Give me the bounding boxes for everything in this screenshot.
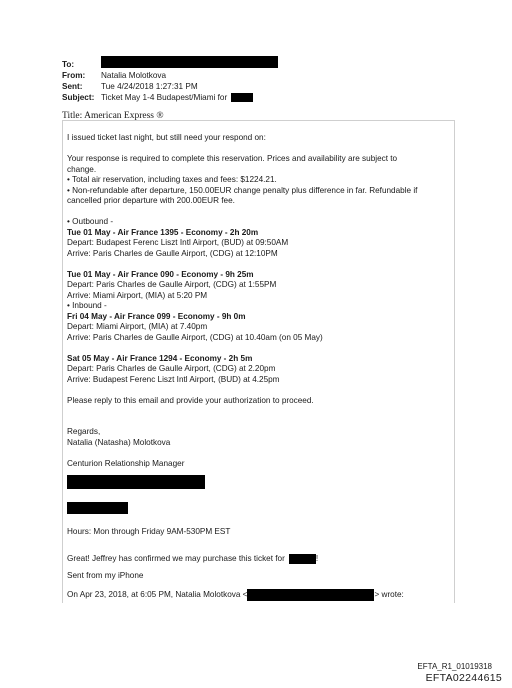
sent-from: Sent from my iPhone [67,570,144,580]
regards: Regards, [67,427,101,436]
subject-label: Subject: [62,93,95,102]
signature-role: Centurion Relationship Manager [67,458,185,468]
signature-name: Natalia (Natasha) Molotkova [67,437,171,447]
email-header [62,59,278,103]
outbound-label: • Outbound - [67,217,114,226]
intro-line: I issued ticket last night, but still need your respond on: [67,133,266,142]
redaction-contact-2 [67,502,128,514]
office-hours: Hours: Mon through Friday 9AM-530PM EST [67,527,231,536]
sent-row [62,81,278,92]
from-label: From: [62,71,86,80]
flight-1-depart: Depart: Budapest Ferenc Liszt Intl Airport, (BUD) at 09:50AM [67,238,289,247]
flight-4-depart: Depart: Paris Charles de Gaulle Airport, (CDG) at 2.20pm [67,364,276,373]
document-title: Title: American Express ® [62,111,164,121]
reply-great-text: Great! Jeffrey has confirmed we may purchase this ticket for [67,554,285,563]
flight-2-depart: Depart: Paris Charles de Gaulle Airport, (CDG) at 1:55PM [67,280,277,289]
redaction-great [289,554,319,564]
redaction-contact-1 [67,475,205,489]
from-value: Natalia Molotkova [101,71,167,80]
redaction-subject [231,93,253,102]
bullet-total: • Total air reservation, including taxes and fees: $1224.21. [67,175,277,184]
reply-great-end: ! [315,554,319,563]
flight-3-arrive: Arrive: Paris Charles de Gaulle Airport, (CDG) at 10.40am (on 05 May) [67,332,323,342]
from-row [62,70,278,81]
subject-row [62,92,278,103]
bates-ref-2: EFTA02244615 [425,672,502,684]
flight-1-arrive: Arrive: Paris Charles de Gaulle Airport, (CDG) at 12:10PM [67,248,278,258]
flight-4-arrive: Arrive: Budapest Ferenc Liszt Intl Airport, (BUD) at 4.25pm [67,374,280,384]
quoted-wrote: > wrote: [374,589,404,599]
reply-request: Please reply to this email and provide your authorization to proceed. [67,395,314,405]
redaction-email [247,589,374,601]
flight-2-arrive: Arrive: Miami Airport, (MIA) at 5:20 PM [67,290,208,300]
flight-3-depart: Depart: Miami Airport, (MIA) at 7.40pm [67,322,208,331]
bates-ref-1: EFTA_R1_01019318 [417,662,492,671]
quoted-date: On Apr 23, 2018, at 6:05 PM, Natalia Molotkova < [67,589,248,599]
bullet-nonrefundable-1: • Non-refundable after departure, 150.00EUR change penalty plus difference in far. Refundable if [67,185,418,195]
to-label: To: [62,60,75,69]
quoted-header [67,589,455,601]
email-body [67,133,455,601]
to-row [62,59,278,70]
flight-3-title: Fri 04 May - Air France 099 - Economy - 9h 0m [67,311,246,321]
sent-label: Sent: [62,82,83,91]
subject-value: Ticket May 1-4 Budapest/Miami for [101,93,228,102]
sent-value: Tue 4/24/2018 1:27:31 PM [101,82,198,91]
inbound-label: • Inbound - [67,301,107,310]
required-line-1: Your response is required to complete this reservation. Prices and availability are subject to [67,154,398,163]
reply-great [67,554,455,565]
flight-1-title: Tue 01 May - Air France 1395 - Economy - 2h 20m [67,227,259,237]
flight-2-title: Tue 01 May - Air France 090 - Economy - 9h 25m [67,269,254,279]
redaction-to [101,56,278,68]
required-line-2: change. [67,164,97,174]
flight-4-title: Sat 05 May - Air France 1294 - Economy - 2h 5m [67,353,253,363]
bullet-nonrefundable-2: cancelled prior departure with 200.00EUR fee. [67,196,235,205]
